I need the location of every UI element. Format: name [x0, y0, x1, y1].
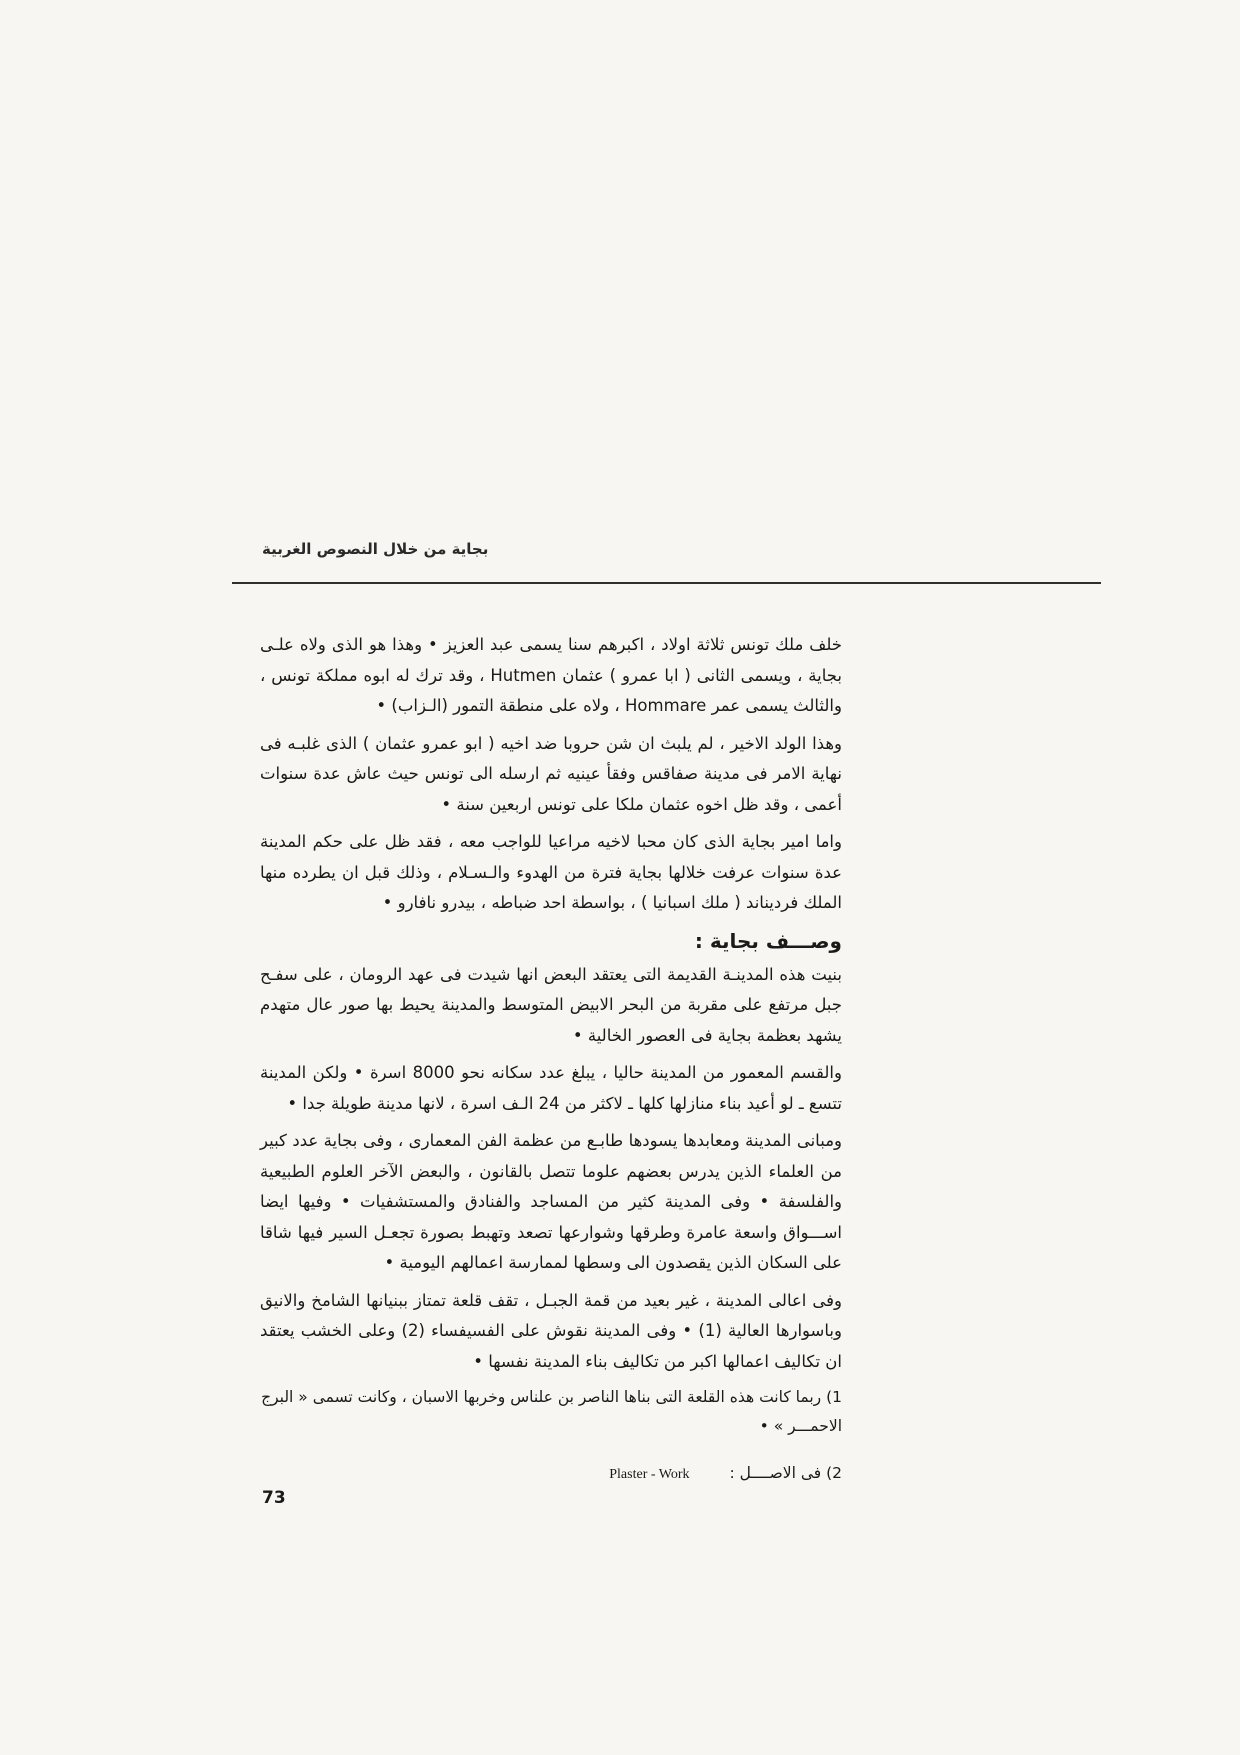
footnote-1: 1) ربما كانت هذه القلعة التى بناها الناصر بن علناس وخربها الاسبان ، وكانت تسمى « البرج الاحمـــر » • — [261, 1388, 842, 1435]
paragraph-2: وهذا الولد الاخير ، لم يلبث ان شن حروبا ضد اخيه ( ابو عمرو عثمان ) الذى غلبـه فى نهاية الامر فى مدينة صفاقس وفقأ عينيه ثم ارسله الى تونس حيث عاش عدة سنوات أعمى ، وقد ظل اخوه عثمان ملكا على تونس اربعين سنة • — [260, 733, 842, 814]
section-heading: وصـــف بجاية : — [694, 928, 842, 953]
paragraph-4: بنيت هذه المدينـة القديمة التى يعتقد البعض انها شيدت فى عهد الرومان ، على سفـح جبل مرتفع على مقربة من البحر الابيض المتوسط والمدينة يحيط بها صور عال متهدم يشهد بعظمة بجاية فى العصور الخالية • — [260, 964, 842, 1045]
paragraph-3: واما امير بجاية الذى كان محبا لاخيه مراعيا للواجب معه ، فقد ظل على حكم المدينة عدة سنوات عرفت خلالها بجاية فترة من الهدوء والـسـلام ، وذلك قبل ان يطرده منها الملك فرديناند ( ملك اسبانيا ) ، بواسطة احد ضباطه ، بيدرو نافارو • — [260, 832, 842, 912]
page-number: 73 — [262, 1488, 286, 1508]
paragraph-6: ومبانى المدينة ومعابدها يسودها طابـع من عظمة الفن المعمارى ، وفى بجاية عدد كبير من العلماء الذين يدرس بعضهم علوما تتصل بالقانون ، والبعض الآخر العلوم الطبيعية والفلسفة • وفى المدينة كثير من المساجد والفنادق والمستشفيات • وفيها ايضا اســـواق واسعة عامرة وطرقها وشوارعها تصعد وتهبط بصورة تجعـل السير فيها شاقا على السكان الذين يقصدون الى وسطها لممارسة اعمالهم اليومية • — [260, 1131, 842, 1272]
paragraph-1: خلف ملك تونس ثلاثة اولاد ، اكبرهم سنا يسمى عبد العزيز • وهذا هو الذى ولاه علـى بجاية ، ويسمى الثانى ( ابا عمرو ) عثمان Hutmen ، وقد ترك له ابوه مملكة تونس ، والثالث يسمى عمر Hommare ، ولاه على منطقة التمور (الـزاب) • — [260, 635, 842, 715]
paragraph-7: وفى اعالى المدينة ، غير بعيد من قمة الجبـل ، تقف قلعة تمتاز ببنيانها الشامخ والانيق وباسوارها العالية (1) • وفى المدينة نقوش على الفسيفساء (2) وعلى الخشب يعتقد ان تكاليف اعمالها اكبر من تكاليف بناء المدينة نفسها • — [260, 1290, 842, 1371]
footnote-2 — [260, 1459, 842, 1489]
paragraph-5: والقسم المعمور من المدينة حاليا ، يبلغ عدد سكانه نحو 8000 اسرة • ولكن المدينة تتسع ـ لو أعيد بناء منازلها كلها ـ لاكثر من 24 الـف اسرة ، لانها مدينة طويلة جدا • — [260, 1063, 842, 1113]
footnote-2-latin: Plaster - Work — [609, 1467, 690, 1482]
header-rule — [232, 582, 1101, 584]
footnotes — [260, 1383, 842, 1489]
footnote-2-arabic: 2) فى الاصــــل : — [729, 1464, 842, 1482]
body-text — [260, 630, 842, 1384]
running-header: بجاية من خلال النصوص الغربية — [262, 540, 489, 558]
